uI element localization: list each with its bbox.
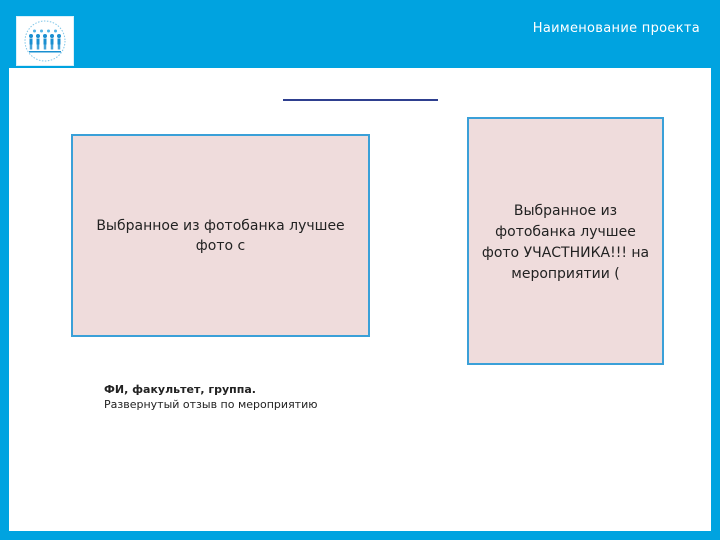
people-group-logo-icon [16,16,74,66]
participant-review-line: Развернутый отзыв по мероприятию [104,398,318,411]
photo-placeholder-left [71,134,370,337]
participant-caption [104,382,318,412]
photo-left-text: Выбранное из фотобанка лучшее фото с [96,217,345,254]
photo-right-text: Выбранное из фотобанка лучшее фото УЧАСТНИКА!!! на мероприятии ( [481,203,650,282]
photo-placeholder-right [467,117,664,365]
project-title: Наименование проекта [532,21,700,36]
title-underline [283,99,438,101]
participant-name-line: ФИ, факультет, группа. [104,383,256,396]
